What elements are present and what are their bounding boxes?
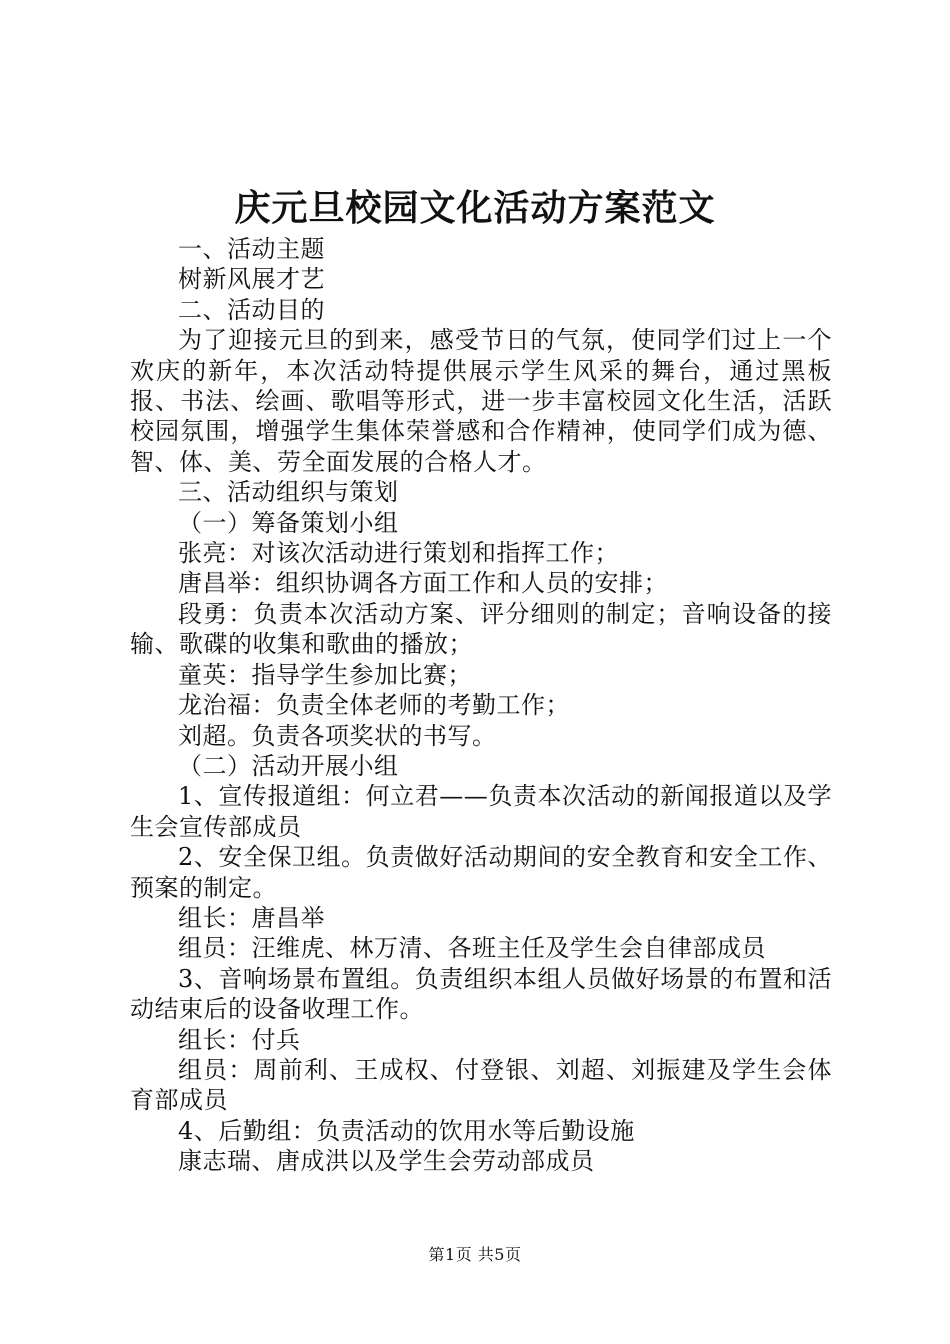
paragraph: 一、活动主题 xyxy=(178,235,325,263)
paragraph: 二、活动目的 xyxy=(178,295,325,324)
paragraph: 组长：唐昌举 xyxy=(178,903,325,932)
document-body xyxy=(130,234,832,1177)
paragraph: 组员：汪维虎、林万清、各班主任及学生会自律部成员 xyxy=(178,934,766,963)
paragraph: 三、活动组织与策划 xyxy=(178,478,399,507)
paragraph: 组员：周前利、王成权、付登银、刘超、刘振建及学生会体育部成员 xyxy=(130,1055,832,1115)
paragraph: 童英：指导学生参加比赛； xyxy=(178,660,472,689)
paragraph: 刘超。负责各项奖状的书写。 xyxy=(178,721,497,750)
paragraph: （一）筹备策划小组 xyxy=(178,508,399,537)
paragraph: 张亮：对该次活动进行策划和指挥工作； xyxy=(178,539,619,568)
paragraph: 2、安全保卫组。负责做好活动期间的安全教育和安全工作、预案的制定。 xyxy=(130,843,832,902)
document-title: 庆元旦校园文化活动方案范文 xyxy=(234,187,716,229)
paragraph: 1、宣传报道组：何立君——负责本次活动的新闻报道以及学生会宣传部成员 xyxy=(130,782,832,841)
paragraph: （二）活动开展小组 xyxy=(178,751,399,780)
paragraph: 唐昌举：组织协调各方面工作和人员的安排； xyxy=(178,569,668,598)
paragraph: 龙治福：负责全体老师的考勤工作； xyxy=(178,691,570,720)
paragraph: 3、音响场景布置组。负责组织本组人员做好场景的布置和活动结束后的设备收理工作。 xyxy=(130,964,832,1024)
paragraph: 段勇：负责本次活动方案、评分细则的制定；音响设备的接输、歌碟的收集和歌曲的播放； xyxy=(130,599,832,659)
paragraph: 4、后勤组：负责活动的饮用水等后勤设施 xyxy=(178,1116,635,1145)
page-number: 第1页 共5页 xyxy=(428,1245,522,1264)
paragraph: 组长：付兵 xyxy=(178,1025,301,1054)
paragraph: 为了迎接元旦的到来，感受节日的气氛，使同学们过上一个欢庆的新年，本次活动特提供展示学生风采的舞台，通过黑板报、书法、绘画、歌唱等形式，进一步丰富校园文化生活，活跃校园氛围，增强学生集体荣誉感和合作精神，使同学们成为德、智、体、美、劳全面发展的合格人才。 xyxy=(130,326,832,476)
paragraph: 康志瑞、唐成洪以及学生会劳动部成员 xyxy=(178,1147,595,1176)
paragraph: 树新风展才艺 xyxy=(178,265,325,294)
